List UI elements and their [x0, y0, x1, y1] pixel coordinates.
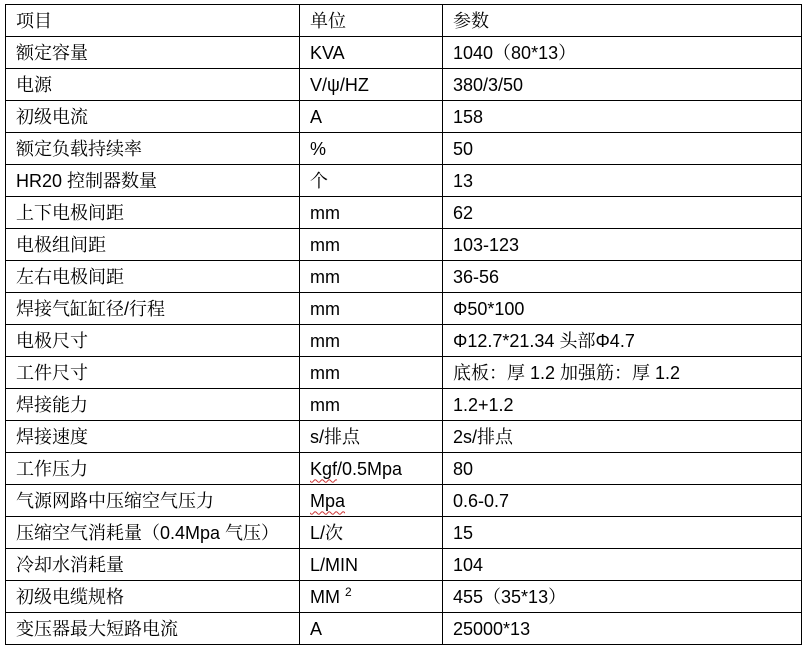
- table-row: [6, 613, 802, 645]
- table-row: [6, 261, 802, 293]
- table-row: [6, 293, 802, 325]
- value-cell: 104: [443, 549, 802, 581]
- item-cell: 电极尺寸: [6, 325, 300, 357]
- unit-cell: A: [300, 101, 443, 133]
- unit-cell: mm: [300, 197, 443, 229]
- unit-cell: [300, 581, 443, 613]
- table-row: [6, 453, 802, 485]
- unit-cell: %: [300, 133, 443, 165]
- table-row: [6, 197, 802, 229]
- unit-cell: L/MIN: [300, 549, 443, 581]
- value-cell: 1040（80*13）: [443, 37, 802, 69]
- unit-text: 2: [345, 584, 352, 599]
- value-cell: 0.6-0.7: [443, 485, 802, 517]
- unit-text: MM: [310, 586, 345, 607]
- unit-cell: mm: [300, 357, 443, 389]
- unit-cell: mm: [300, 229, 443, 261]
- item-cell: 额定负载持续率: [6, 133, 300, 165]
- table-row: [6, 133, 802, 165]
- table-row: [6, 229, 802, 261]
- item-cell: 电源: [6, 69, 300, 101]
- item-cell: 焊接气缸缸径/行程: [6, 293, 300, 325]
- table-row: [6, 165, 802, 197]
- table-row: [6, 549, 802, 581]
- value-cell: 62: [443, 197, 802, 229]
- value-cell: Φ12.7*21.34 头部Φ4.7: [443, 325, 802, 357]
- value-cell: 50: [443, 133, 802, 165]
- value-cell: 底板：厚 1.2 加强筋：厚 1.2: [443, 357, 802, 389]
- unit-cell: mm: [300, 325, 443, 357]
- misspelled-text: Mpa: [310, 490, 346, 511]
- spec-table: [5, 4, 802, 645]
- item-cell: 变压器最大短路电流: [6, 613, 300, 645]
- item-cell: HR20 控制器数量: [6, 165, 300, 197]
- header-item: 项目: [6, 5, 300, 37]
- item-cell: 工作压力: [6, 453, 300, 485]
- item-cell: 初级电流: [6, 101, 300, 133]
- unit-cell: mm: [300, 261, 443, 293]
- unit-cell: [300, 485, 443, 517]
- unit-cell: mm: [300, 293, 443, 325]
- header-row: [6, 5, 802, 37]
- value-cell: 80: [443, 453, 802, 485]
- item-cell: 冷却水消耗量: [6, 549, 300, 581]
- table-row: [6, 37, 802, 69]
- table-row: [6, 485, 802, 517]
- value-cell: 1.2+1.2: [443, 389, 802, 421]
- value-cell: 25000*13: [443, 613, 802, 645]
- item-cell: 初级电缆规格: [6, 581, 300, 613]
- table-row: [6, 325, 802, 357]
- spec-table-body: [6, 37, 802, 645]
- misspelled-text: Kgf: [310, 458, 338, 479]
- item-cell: 气源网路中压缩空气压力: [6, 485, 300, 517]
- unit-cell: s/排点: [300, 421, 443, 453]
- unit-cell: mm: [300, 389, 443, 421]
- value-cell: 13: [443, 165, 802, 197]
- table-row: [6, 421, 802, 453]
- value-cell: 36-56: [443, 261, 802, 293]
- unit-cell: KVA: [300, 37, 443, 69]
- item-cell: 左右电极间距: [6, 261, 300, 293]
- unit-cell: A: [300, 613, 443, 645]
- value-cell: 2s/排点: [443, 421, 802, 453]
- unit-text: /0.5Mpa: [337, 458, 403, 479]
- table-row: [6, 517, 802, 549]
- value-cell: 455（35*13）: [443, 581, 802, 613]
- value-cell: 15: [443, 517, 802, 549]
- value-cell: 158: [443, 101, 802, 133]
- item-cell: 额定容量: [6, 37, 300, 69]
- item-cell: 电极组间距: [6, 229, 300, 261]
- unit-cell: L/次: [300, 517, 443, 549]
- value-cell: 103-123: [443, 229, 802, 261]
- table-row: [6, 581, 802, 613]
- value-cell: 380/3/50: [443, 69, 802, 101]
- item-cell: 焊接能力: [6, 389, 300, 421]
- value-cell: Φ50*100: [443, 293, 802, 325]
- table-row: [6, 101, 802, 133]
- item-cell: 上下电极间距: [6, 197, 300, 229]
- unit-cell: 个: [300, 165, 443, 197]
- item-cell: 工件尺寸: [6, 357, 300, 389]
- table-row: [6, 389, 802, 421]
- table-row: [6, 357, 802, 389]
- table-row: [6, 69, 802, 101]
- header-unit: 单位: [300, 5, 443, 37]
- item-cell: 焊接速度: [6, 421, 300, 453]
- header-value: 参数: [443, 5, 802, 37]
- unit-cell: V/ψ/HZ: [300, 69, 443, 101]
- item-cell: 压缩空气消耗量（0.4Mpa 气压）: [6, 517, 300, 549]
- unit-cell: [300, 453, 443, 485]
